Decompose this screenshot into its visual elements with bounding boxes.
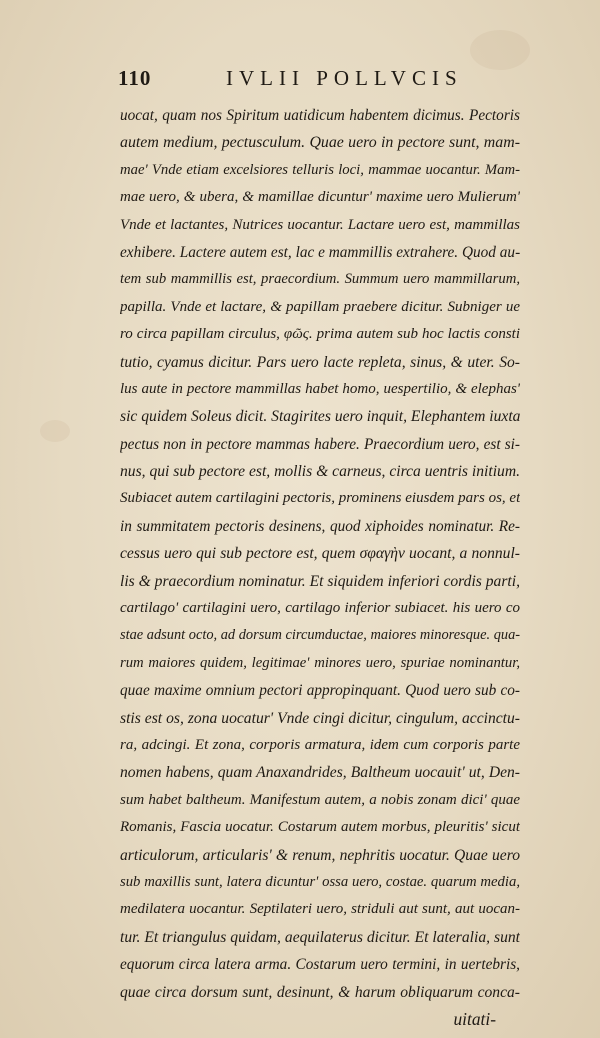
text-line: Romanis, Fascia uocatur. Costarum autem morbus, pleuritis' sicut bbox=[120, 819, 520, 836]
text-line: cessus uero qui sub pectore est, quem σφαγὴν uocant, a nonnul- bbox=[120, 545, 520, 563]
body-text bbox=[120, 102, 520, 1033]
text-line: papilla. Vnde et lactare, & papillam praebere dicitur. Subniger ue bbox=[120, 298, 520, 315]
text-line: nomen habens, quam Anaxandrides, Baltheum uocauit' ut, Den- bbox=[120, 764, 520, 782]
running-title: IVLII POLLVCIS bbox=[226, 66, 463, 90]
text-line: sum habet baltheum. Manifestum autem, a nobis zonam dici' quae bbox=[120, 791, 520, 808]
text-line: uocat, quam nos Spiritum uatidicum habentem dicimus. Pectoris bbox=[120, 107, 520, 124]
text-line: ra, adcingi. Et zona, corporis armatura, idem cum corporis parte bbox=[120, 736, 520, 753]
text-line: sic quidem Soleus dicit. Stagirites uero inquit, Elephantem iuxta bbox=[120, 408, 520, 426]
paper-stain bbox=[40, 420, 70, 442]
text-line: rum maiores quidem, legitimae' minores uero, spuriae nominantur, bbox=[120, 654, 520, 671]
text-line: Vnde et lactantes, Nutrices uocantur. Lactare uero est, mammillas bbox=[120, 216, 520, 233]
text-line: articulorum, articularis' & renum, nephritis uocatur. Quae uero bbox=[120, 846, 520, 864]
page-number: 110 bbox=[118, 66, 152, 90]
text-line: tem sub mammillis est, praecordium. Summum uero mammillarum, bbox=[120, 271, 520, 288]
text-line: mae uero, & ubera, & mamillae dicuntur' maxime uero Mulierum' bbox=[120, 189, 520, 206]
text-line: in summitatem pectoris desinens, quod xiphoides nominatur. Re- bbox=[120, 517, 520, 535]
text-line: mae' Vnde etiam excelsiores telluris loci, mammae uocantur. Mam- bbox=[120, 161, 520, 178]
text-line: medilatera uocantur. Septilateri uero, striduli aut sunt, aut uocan- bbox=[120, 901, 520, 918]
text-line: autem medium, pectusculum. Quae uero in pectore sunt, mam- bbox=[120, 134, 520, 152]
text-line: lis & praecordium nominatur. Et siquidem inferiori cordis parti, bbox=[120, 572, 520, 590]
text-line: Subiacet autem cartilagini pectoris, prominens eiusdem pars os, et bbox=[120, 490, 520, 507]
page-header bbox=[118, 66, 518, 94]
text-line: lus aute in pectore mammillas habet homo, uespertilio, & elephas' bbox=[120, 380, 520, 397]
text-line: nus, qui sub pectore est, mollis & carneus, circa uentris initium. bbox=[120, 463, 520, 481]
text-line: sub maxillis sunt, latera dicuntur' ossa uero, costae. quarum media, bbox=[120, 873, 520, 890]
text-line: tur. Et triangulus quidam, aequilaterus dicitur. Et lateralia, sunt bbox=[120, 928, 520, 946]
text-line: pectus non in pectore mammas habere. Praecordium uero, est si- bbox=[120, 435, 520, 453]
text-line: equorum circa latera arma. Costarum uero termini, in uertebris, bbox=[120, 956, 520, 974]
text-line: ro circa papillam circulus, φῶς. prima autem sub hoc lactis consti bbox=[120, 326, 520, 343]
text-line: stae adsunt octo, ad dorsum circumductae, maiores minoresque. qua- bbox=[120, 627, 520, 644]
catchword: uitati- bbox=[453, 1008, 496, 1029]
paper-stain bbox=[470, 30, 530, 70]
text-line: quae maxime omnium pectori appropinquant. Quod uero sub co- bbox=[120, 682, 520, 700]
text-line: quae circa dorsum sunt, desinunt, & harum obliquarum conca- bbox=[120, 983, 520, 1001]
text-line: exhibere. Lactere autem est, lac e mammillis extrahere. Quod au- bbox=[120, 243, 520, 261]
text-line: cartilago' cartilagini uero, cartilago inferior subiacet. his uero co bbox=[120, 600, 520, 617]
text-line: stis est os, zona uocatur' Vnde cingi dicitur, cingulum, accinctu- bbox=[120, 709, 520, 727]
text-line: tutio, cyamus dicitur. Pars uero lacte repleta, sinus, & uter. So- bbox=[120, 353, 520, 371]
